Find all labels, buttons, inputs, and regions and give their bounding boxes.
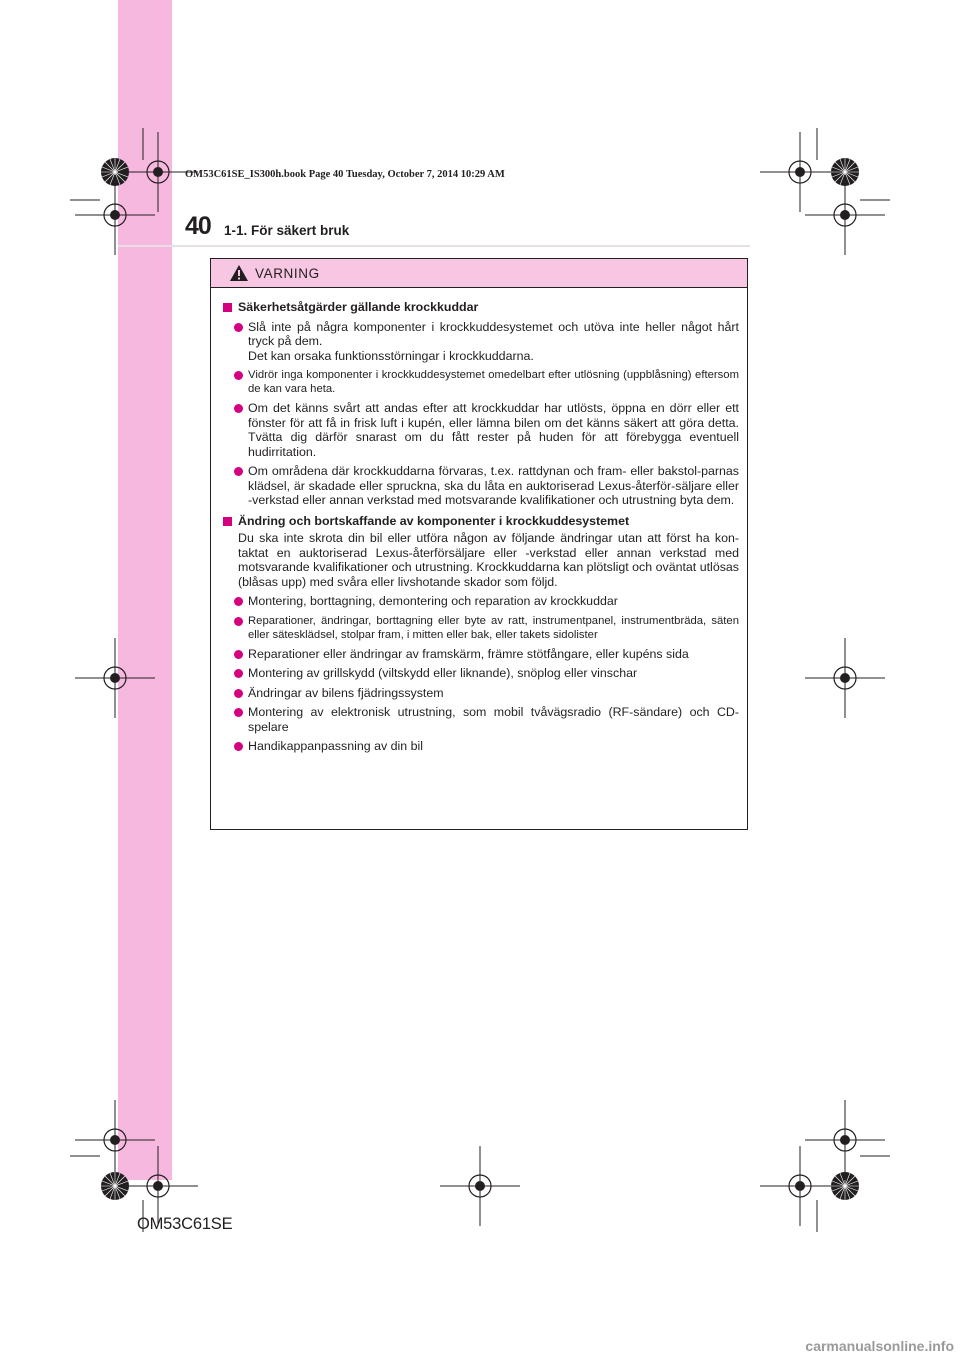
warning-box bbox=[210, 258, 748, 830]
print-header: OM53C61SE_IS300h.book Page 40 Tuesday, October 7, 2014 10:29 AM bbox=[185, 169, 505, 180]
section-heading: Säkerhetsåtgärder gällande krockkuddar bbox=[221, 300, 739, 315]
warning-header bbox=[211, 259, 747, 288]
bullet-dot-icon bbox=[234, 742, 243, 751]
list-item: Montering, borttagning, demontering och reparation av krockkuddar bbox=[234, 594, 739, 609]
crosshair-mark-icon bbox=[75, 175, 155, 255]
list-item: Reparationer, ändringar, borttagning eller byte av ratt, instrumentpanel, instrumentbräda, säten eller sätesklädsel, stolpar fram, i mitten eller bak, eller takets sidolister bbox=[234, 614, 739, 642]
list-item: Montering av elektronisk utrustning, som mobil tvåvägsradio (RF-sändare) och CD-spelare bbox=[234, 705, 739, 734]
header-rule bbox=[118, 245, 750, 247]
bullet-dot-icon bbox=[234, 404, 243, 413]
bullet-dot-icon bbox=[234, 617, 243, 626]
bullet-dot-icon bbox=[234, 689, 243, 698]
list-item: Om det känns svårt att andas efter att krockkuddar har utlösts, öppna en dörr eller ett fönster för att få in frisk luft i kupén, eller lämna bilen om det känns säkert att göra detta. Tvätta dig därför snarast om du fått rester på huden för att förebygga eventuell hudirritation. bbox=[234, 401, 739, 459]
list-item: Vidrör inga komponenter i krockkuddesystemet omedelbart efter utlösning (uppblåsning) eftersom de kan vara heta. bbox=[234, 368, 739, 396]
bullet-dot-icon bbox=[234, 467, 243, 476]
crosshair-mark-icon bbox=[75, 1100, 155, 1180]
list-item: Reparationer eller ändringar av framskärm, främre stötfångare, eller kupéns sida bbox=[234, 647, 739, 662]
crosshair-mark-icon bbox=[760, 132, 840, 212]
crosshair-mark-icon bbox=[805, 175, 885, 255]
crosshair-mark-icon bbox=[805, 1100, 885, 1180]
section-heading: Ändring och bortskaffande av komponenter i krockkuddesystemet bbox=[221, 514, 739, 529]
crosshair-mark-icon bbox=[118, 1146, 198, 1226]
list-item: Slå inte på några komponenter i krockkuddesystemet och utöva inte heller något hårt tryck på dem. Det kan orsaka funktionsstörningar i krockkuddarna. bbox=[234, 320, 739, 364]
warning-body bbox=[211, 288, 747, 754]
bullet-dot-icon bbox=[234, 650, 243, 659]
crosshair-mark-icon bbox=[440, 1146, 520, 1226]
list-item: Om områdena där krockkuddarna förvaras, t.ex. rattdynan och fram- eller bakstol-parnas klädsel, är skadade eller spruckna, ska du låta en auktoriserad Lexus-återför-säljare eller -verkstad eller annan verkstad med motsvarande kvalifikationer och utrustning byta dem. bbox=[234, 464, 739, 508]
list-item: Montering av grillskydd (viltskydd eller liknande), snöplog eller vinschar bbox=[234, 666, 739, 681]
crosshair-mark-icon bbox=[805, 638, 885, 718]
section-title: 1-1. För säkert bruk bbox=[224, 223, 350, 238]
bullet-dot-icon bbox=[234, 597, 243, 606]
list-item: Ändringar av bilens fjädringssystem bbox=[234, 686, 739, 701]
list-item: Handikappanpassning av din bil bbox=[234, 739, 739, 754]
bullet-dot-icon bbox=[234, 708, 243, 717]
crosshair-mark-icon bbox=[75, 638, 155, 718]
warning-title: VARNING bbox=[255, 265, 320, 281]
square-bullet-icon bbox=[223, 517, 232, 526]
page-number: 40 bbox=[185, 212, 211, 240]
model-code: OM53C61SE bbox=[137, 1215, 233, 1233]
bullet-dot-icon bbox=[234, 669, 243, 678]
square-bullet-icon bbox=[223, 303, 232, 312]
bullet-dot-icon bbox=[234, 323, 243, 332]
warning-triangle-icon bbox=[229, 264, 249, 282]
section-paragraph: Du ska inte skrota din bil eller utföra någon av följande ändringar utan att först ha kon-taktat en auktoriserad Lexus-återförsäljare eller -verkstad eller annan verkstad med motsvarande kvalifikationer och utrustning. Krockkuddarna kan plötsligt och oväntat utlösas (blåsas upp) med svåra eller livshotande skador som följd. bbox=[238, 531, 739, 589]
crosshair-mark-icon bbox=[760, 1146, 840, 1226]
bullet-dot-icon bbox=[234, 371, 243, 380]
watermark: carmanualsonline.info bbox=[805, 1338, 954, 1354]
